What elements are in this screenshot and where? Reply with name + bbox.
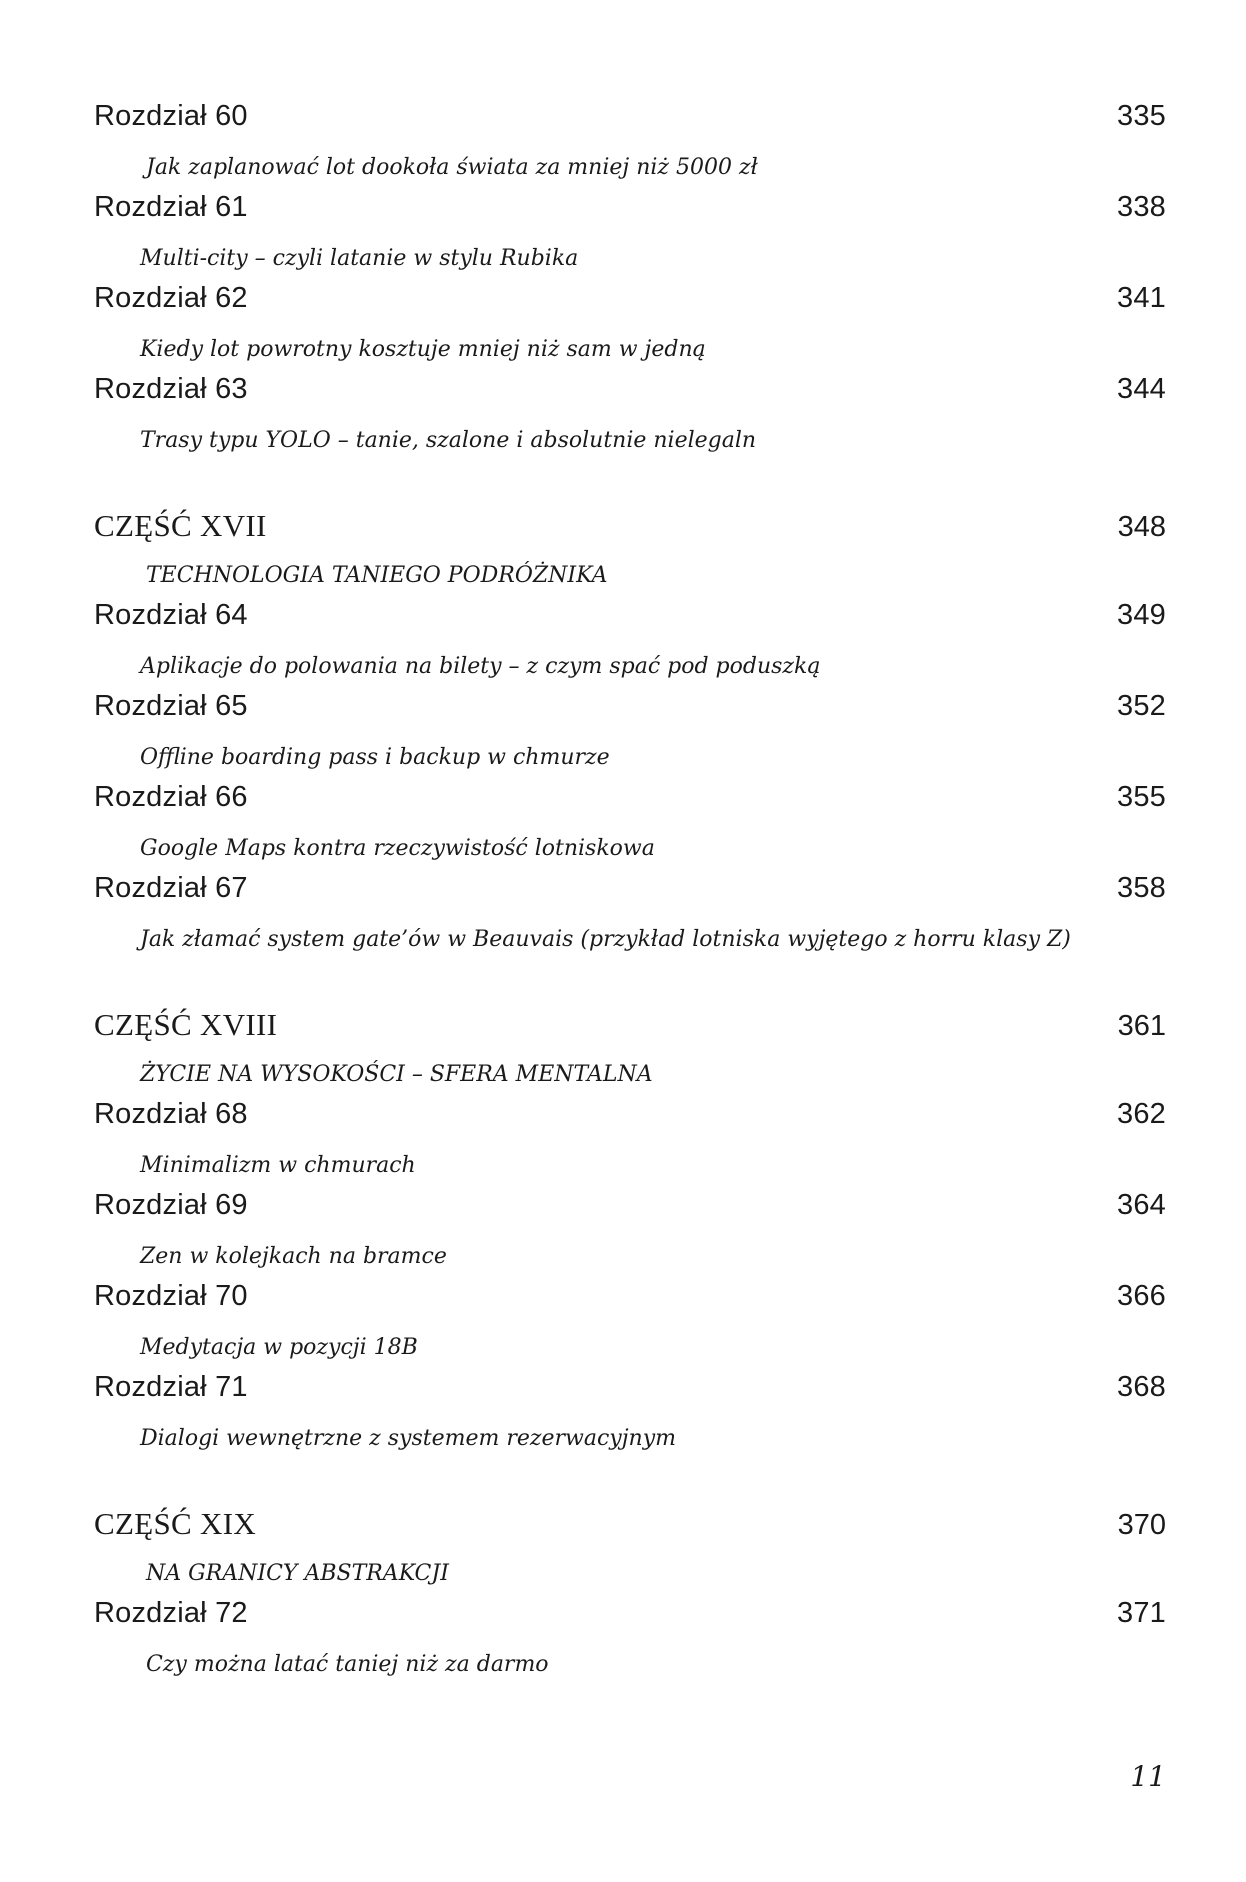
chapter-subtitle: Kiedy lot powrotny kosztuje mniej niż sam w jedną bbox=[140, 337, 706, 362]
chapter-subtitle: Jak złamać system gate’ów w Beauvais (przykład lotniska wyjętego z horru klasy Z) bbox=[140, 927, 1071, 952]
chapter-page-number: 368 bbox=[1117, 1371, 1166, 1403]
part-label: CZĘŚĆ XVII bbox=[94, 508, 267, 543]
part-subtitle: NA GRANICY ABSTRAKCJI bbox=[146, 1561, 449, 1586]
toc-chapter-row bbox=[94, 690, 1166, 735]
chapter-label: Rozdział 64 bbox=[94, 599, 248, 631]
part-label: CZĘŚĆ XVIII bbox=[94, 1007, 278, 1042]
chapter-label: Rozdział 71 bbox=[94, 1371, 248, 1403]
chapter-subtitle: Zen w kolejkach na bramce bbox=[140, 1244, 447, 1269]
toc-chapter-row bbox=[94, 373, 1166, 418]
chapter-label: Rozdział 67 bbox=[94, 872, 248, 904]
chapter-page-number: 355 bbox=[1117, 781, 1166, 813]
chapter-subtitle: Offline boarding pass i backup w chmurze bbox=[140, 745, 610, 770]
chapter-subtitle: Multi-city – czyli latanie w stylu Rubika bbox=[140, 246, 579, 271]
toc-part-row bbox=[94, 1506, 1166, 1551]
chapter-label: Rozdział 66 bbox=[94, 781, 248, 813]
part-page-number: 361 bbox=[1117, 1010, 1166, 1042]
part-label: CZĘŚĆ XIX bbox=[94, 1506, 257, 1541]
chapter-label: Rozdział 62 bbox=[94, 282, 248, 314]
chapter-subtitle: Czy można latać taniej niż za darmo bbox=[146, 1652, 549, 1677]
toc-block bbox=[94, 1007, 1166, 1462]
table-of-contents bbox=[94, 100, 1166, 1688]
chapter-subtitle: Aplikacje do polowania na bilety – z czym spać pod poduszką bbox=[140, 654, 821, 679]
page-folio-number: 11 bbox=[1130, 1760, 1166, 1793]
chapter-label: Rozdział 65 bbox=[94, 690, 248, 722]
chapter-label: Rozdział 68 bbox=[94, 1098, 248, 1130]
toc-chapter-row bbox=[94, 1098, 1166, 1143]
toc-block bbox=[94, 1506, 1166, 1688]
chapter-label: Rozdział 70 bbox=[94, 1280, 248, 1312]
chapter-page-number: 366 bbox=[1117, 1280, 1166, 1312]
chapter-page-number: 344 bbox=[1117, 373, 1166, 405]
chapter-label: Rozdział 72 bbox=[94, 1597, 248, 1629]
toc-chapter-row bbox=[94, 1371, 1166, 1416]
chapter-page-number: 364 bbox=[1117, 1189, 1166, 1221]
toc-chapter-row bbox=[94, 282, 1166, 327]
part-subtitle: ŻYCIE NA WYSOKOŚCI – SFERA MENTALNA bbox=[140, 1062, 653, 1087]
toc-block bbox=[94, 508, 1166, 963]
toc-chapter-row bbox=[94, 191, 1166, 236]
toc-chapter-row bbox=[94, 781, 1166, 826]
chapter-subtitle: Google Maps kontra rzeczywistość lotniskowa bbox=[140, 836, 655, 861]
toc-chapter-row bbox=[94, 1597, 1166, 1642]
part-page-number: 370 bbox=[1117, 1509, 1166, 1541]
toc-block bbox=[94, 100, 1166, 464]
chapter-page-number: 358 bbox=[1117, 872, 1166, 904]
part-subtitle: TECHNOLOGIA TANIEGO PODRÓŻNIKA bbox=[146, 563, 608, 588]
chapter-page-number: 349 bbox=[1117, 599, 1166, 631]
chapter-subtitle: Minimalizm w chmurach bbox=[140, 1153, 416, 1178]
chapter-page-number: 335 bbox=[1117, 100, 1166, 132]
toc-part-row bbox=[94, 1007, 1166, 1052]
chapter-page-number: 371 bbox=[1117, 1597, 1166, 1629]
toc-chapter-row bbox=[94, 872, 1166, 917]
chapter-subtitle: Trasy typu YOLO – tanie, szalone i absolutnie nielegaln bbox=[140, 428, 757, 453]
chapter-page-number: 352 bbox=[1117, 690, 1166, 722]
toc-chapter-row bbox=[94, 599, 1166, 644]
chapter-subtitle: Medytacja w pozycji 18B bbox=[140, 1335, 418, 1360]
chapter-label: Rozdział 63 bbox=[94, 373, 248, 405]
toc-chapter-row bbox=[94, 1189, 1166, 1234]
chapter-page-number: 338 bbox=[1117, 191, 1166, 223]
chapter-label: Rozdział 69 bbox=[94, 1189, 248, 1221]
toc-part-row bbox=[94, 508, 1166, 553]
chapter-subtitle: Dialogi wewnętrzne z systemem rezerwacyjnym bbox=[140, 1426, 677, 1451]
chapter-label: Rozdział 61 bbox=[94, 191, 248, 223]
part-page-number: 348 bbox=[1117, 511, 1166, 543]
chapter-subtitle: Jak zaplanować lot dookoła świata za mniej niż 5000 zł bbox=[146, 155, 758, 180]
toc-chapter-row bbox=[94, 1280, 1166, 1325]
chapter-page-number: 362 bbox=[1117, 1098, 1166, 1130]
chapter-label: Rozdział 60 bbox=[94, 100, 248, 132]
toc-chapter-row bbox=[94, 100, 1166, 145]
chapter-page-number: 341 bbox=[1117, 282, 1166, 314]
